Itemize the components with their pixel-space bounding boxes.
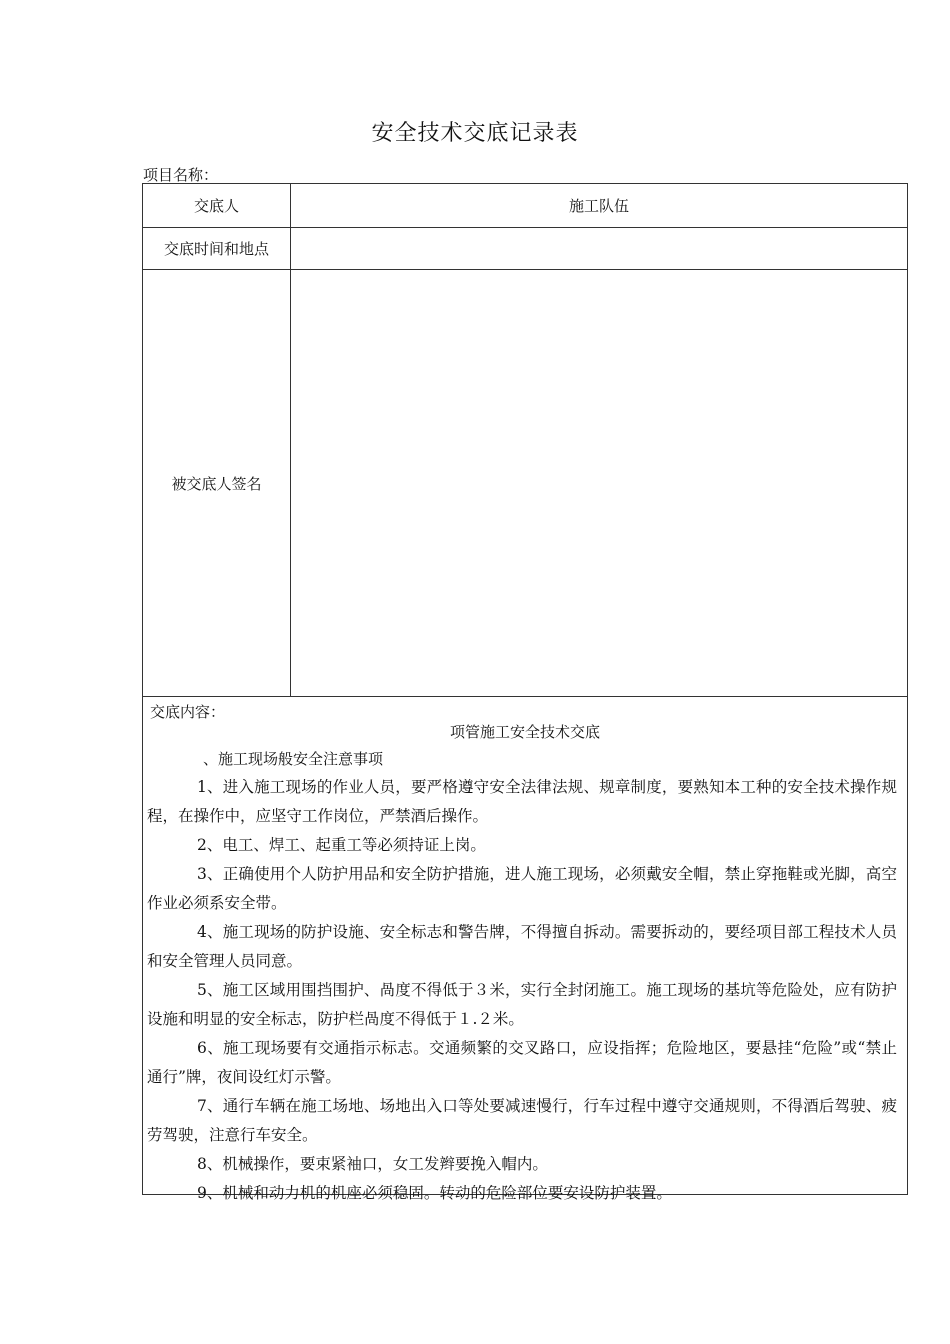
time-place-label: 交底时间和地点: [143, 228, 291, 269]
signature-area[interactable]: [291, 270, 907, 696]
construction-team-cell: 施工队伍: [568, 197, 629, 215]
list-item: 7、通行车辆在施工场地、场地出入口等处要减速慢行，行车过程中遵守交通规则，不得酒后驾驶、疲劳驾驶，注意行车安全。: [147, 1097, 897, 1144]
content-subtitle: 项管施工安全技术交底: [449, 723, 600, 741]
row-signature: [143, 270, 907, 697]
row-time-place: [143, 228, 907, 270]
content-label: 交底内容：: [150, 703, 226, 721]
briefer-label: 交底人: [143, 184, 291, 227]
list-item: 2、电工、焊工、起重工等必须持证上岗。: [197, 836, 486, 854]
signature-label: 被交底人签名: [143, 270, 291, 696]
list-item: 9、机械和动力机的机座必须稳固。转动的危险部位要安设防护装置。: [197, 1184, 672, 1202]
list-item: 4、施工现场的防护设施、安全标志和警告牌，不得擅自拆动。需要拆动的，要经项目部工程技术人员和安全管理人员同意。: [147, 923, 897, 970]
list-item: 3、正确使用个人防护用品和安全防护措施，进人施工现场，必须戴安全帽，禁止穿拖鞋或光脚，高空作业必须系安全带。: [147, 865, 897, 912]
page-title: 安全技术交底记录表: [371, 121, 579, 146]
list-item: 6、施工现场要有交通指示标志。交通频繁的交叉路口，应设指挥；危险地区，要悬挂“危险”或“禁止通行”牌，夜间设红灯示警。: [147, 1039, 897, 1086]
list-item: 5、施工区域用围挡围护、咼度不得低于３米，实行全封闭施工。施工现场的基坑等危险处，应有防护设施和明显的安全标志，防护栏咼度不得低于１.２米。: [147, 981, 897, 1028]
briefing-content: [143, 697, 907, 1202]
list-item: 8、机械操作，要束紧袖口，女工发辫要挽入帽内。: [197, 1155, 548, 1173]
form-table: [142, 183, 908, 1202]
section-heading: 、施工现场般安全注意事项: [203, 750, 384, 768]
project-name-label: 项目名称：: [143, 166, 219, 184]
time-place-value[interactable]: [291, 228, 907, 269]
row-briefer: [143, 184, 907, 228]
safety-items-list: [143, 773, 897, 1208]
list-item: 1、进入施工现场的作业人员，要严格遵守安全法律法规、规章制度，要熟知本工种的安全技术操作规程，在操作中，应坚守工作岗位，严禁酒后操作。: [147, 778, 897, 825]
